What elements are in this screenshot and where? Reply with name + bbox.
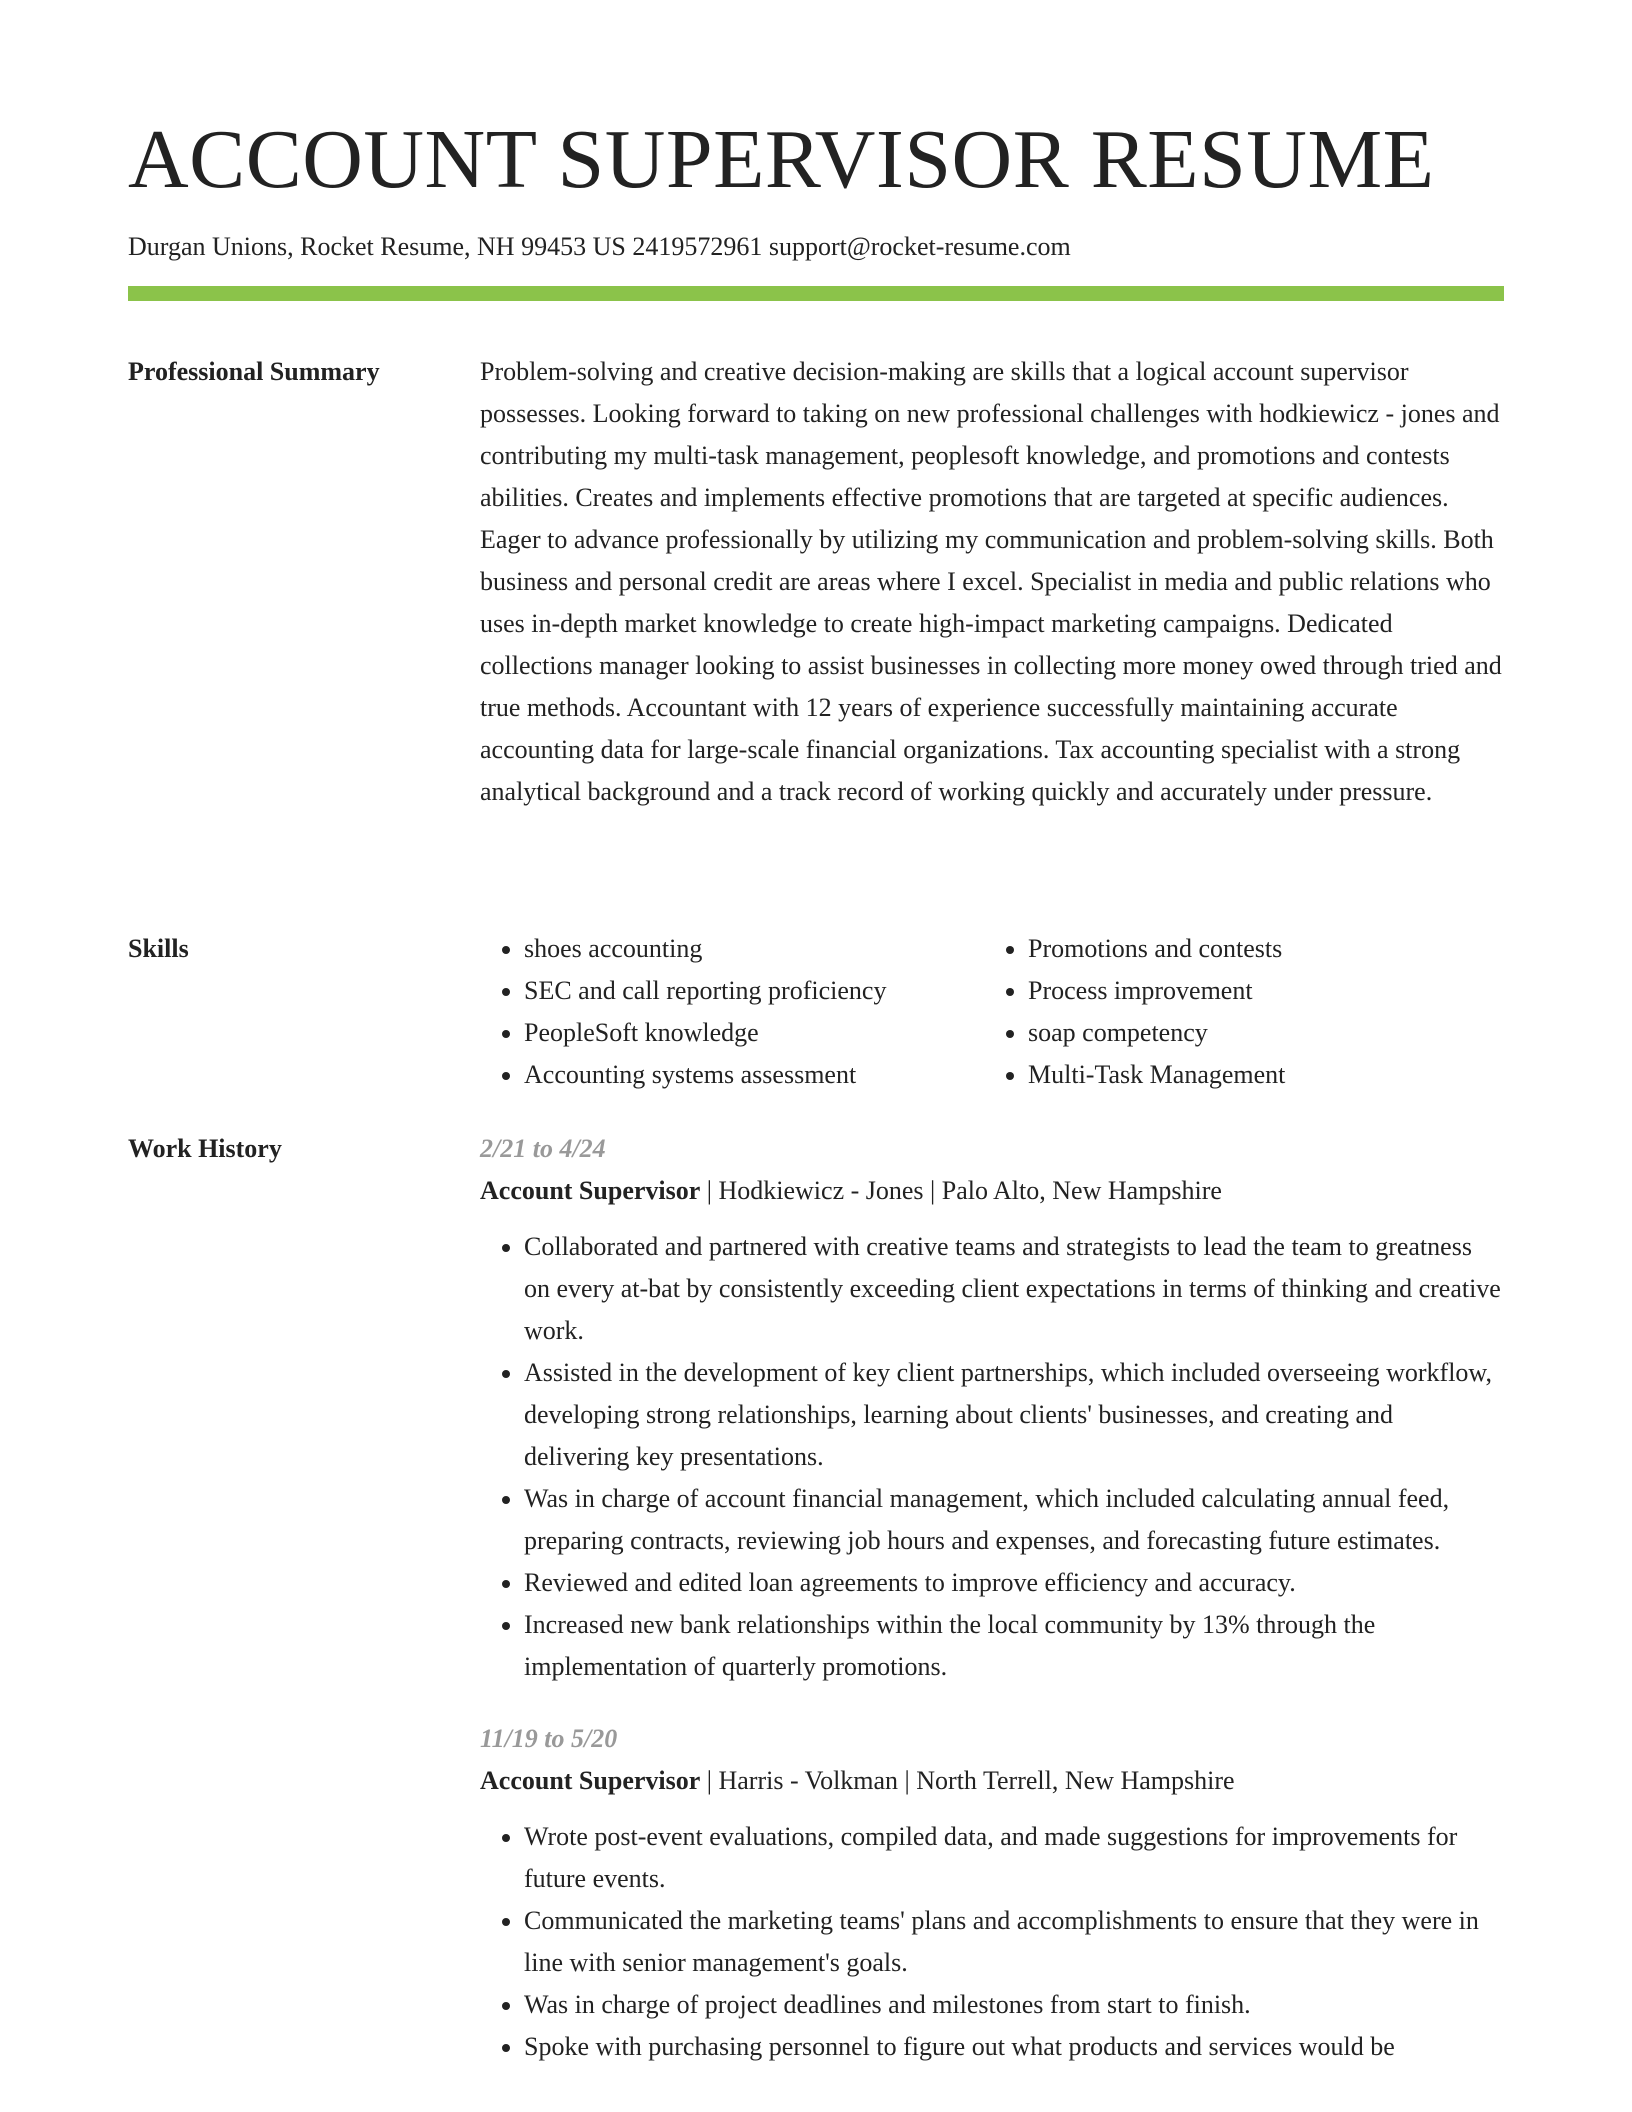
summary-body xyxy=(480,351,1504,813)
job-title: Account Supervisor xyxy=(480,1766,701,1795)
skill-item: • soap competency xyxy=(1028,1012,1488,1054)
summary-text: Problem-solving and creative decision-making are skills that a logical account supervisor possesses. Looking forward to taking on new professional challenges with hodkiewicz - jones and contributing my multi-task management, peoplesoft knowledge, and promotions and contests abilities. Creates and implements effective promotions that are targeted at specific audiences. Eager to advance professionally by utilizing my communication and problem-solving skills. Both business and personal credit are areas where I excel. Specialist in media and public relations who uses in-depth market knowledge to create high-impact marketing campaigns. Dedicated collections manager looking to assist businesses in collecting more money owed through tried and true methods. Accountant with 12 years of experience successfully maintaining accurate accounting data for large-scale financial organizations. Tax accounting specialist with a strong analytical background and a track record of working quickly and accurately under pressure. xyxy=(480,357,1502,806)
job-dates: 2/21 to 4/24 xyxy=(480,1134,606,1163)
job-dates: 11/19 to 5/20 xyxy=(480,1724,618,1753)
skill-item: • shoes accounting xyxy=(524,928,984,970)
skills-list-left xyxy=(480,928,984,1096)
job-bullet: • Increased new bank relationships within the local community by 13% through the implementation of quarterly promotions. xyxy=(524,1604,1504,1688)
skill-item: • Promotions and contests xyxy=(1028,928,1488,970)
skill-item: • Process improvement xyxy=(1028,970,1488,1012)
summary-label: Professional Summary xyxy=(128,357,380,386)
skills-columns xyxy=(480,928,1504,1096)
job-bullet: • Communicated the marketing teams' plans and accomplishments to ensure that they were in line with senior management's goals. xyxy=(524,1900,1504,1984)
job-details: | Harris - Volkman | North Terrell, New Hampshire xyxy=(700,1766,1235,1795)
job-entry xyxy=(480,1128,1504,1688)
skill-item: • Multi-Task Management xyxy=(1028,1054,1488,1096)
job-bullet: • Reviewed and edited loan agreements to improve efficiency and accuracy. xyxy=(524,1562,1504,1604)
job-entry xyxy=(480,1718,1504,2068)
job-bullet: • Wrote post-event evaluations, compiled data, and made suggestions for improvements for future events. xyxy=(524,1816,1504,1900)
job-bullet: • Assisted in the development of key client partnerships, which included overseeing workflow, developing strong relationships, learning about clients' businesses, and creating and delivering key presentations. xyxy=(524,1352,1504,1478)
skill-item: • Accounting systems assessment xyxy=(524,1054,984,1096)
job-bullet: • Was in charge of project deadlines and milestones from start to finish. xyxy=(524,1984,1504,2026)
job-bullet: • Was in charge of account financial management, which included calculating annual feed, preparing contracts, reviewing job hours and expenses, and forecasting future estimates. xyxy=(524,1478,1504,1562)
skills-list-right xyxy=(984,928,1488,1096)
skill-item: • SEC and call reporting proficiency xyxy=(524,970,984,1012)
skills-label: Skills xyxy=(128,934,189,963)
job-bullets xyxy=(480,1816,1504,2068)
job-details: | Hodkiewicz - Jones | Palo Alto, New Hampshire xyxy=(700,1176,1222,1205)
work-history-label: Work History xyxy=(128,1134,282,1163)
skills-body xyxy=(480,928,1504,1096)
job-bullets xyxy=(480,1226,1504,1688)
job-bullet: • Collaborated and partnered with creative teams and strategists to lead the team to greatness on every at-bat by consistently exceeding client expectations in terms of thinking and creative work. xyxy=(524,1226,1504,1352)
job-title: Account Supervisor xyxy=(480,1176,701,1205)
header-divider xyxy=(128,286,1504,301)
job-heading xyxy=(480,1170,1504,1212)
resume-title: ACCOUNT SUPERVISOR RESUME xyxy=(128,113,1435,206)
work-history-body xyxy=(480,1128,1504,2068)
job-bullet: • Spoke with purchasing personnel to figure out what products and services would be xyxy=(524,2026,1504,2068)
job-heading xyxy=(480,1760,1504,1802)
skill-item: • PeopleSoft knowledge xyxy=(524,1012,984,1054)
contact-line: Durgan Unions, Rocket Resume, NH 99453 US 2419572961 support@rocket-resume.com xyxy=(128,232,1071,261)
